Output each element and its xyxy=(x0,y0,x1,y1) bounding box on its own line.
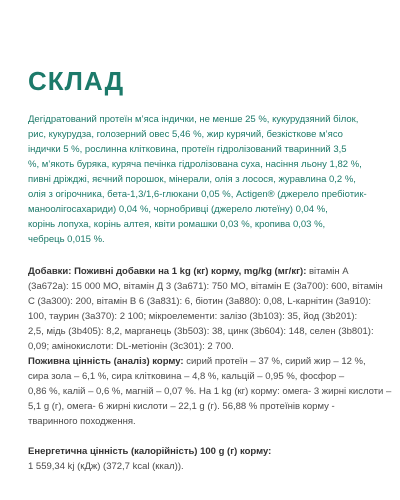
nutrition-heading: Поживна цінність (аналіз) корму: xyxy=(28,356,184,367)
additives-and-nutrition xyxy=(28,264,392,429)
composition-line: чебрець 0,015 %. xyxy=(28,234,105,245)
energy-value xyxy=(28,444,376,474)
composition-line: рис, кукурудза, голозерний овес 5,46 %, жир курячий, безкісткове м’ясо xyxy=(28,129,343,140)
composition-line: корінь лопуха, корінь алтея, квіти ромашки 0,03 %, кропива 0,03 %, xyxy=(28,219,326,230)
additives-first-line xyxy=(28,264,376,279)
composition-line: маноолігосахариди) 0,04 %, чорнобривці (джерело лютеїну) 0,04 %, xyxy=(28,204,328,215)
additives-line: (3а672а): 15 000 МО, вітамін Д 3 (3а671): 750 МО, вітамін Е (3а700): 600, вітамін xyxy=(28,281,383,292)
additives-first-line-text: вітамін А xyxy=(306,266,349,277)
additives-line: С (3а300): 200, вітамін В 6 (3а831): 6, біотин (3а880): 0,08, L-карнітин (3а910): xyxy=(28,296,371,307)
nutrition-line: 0,86 %, калій – 0,6 %, магній – 0,07 %. На 1 kg (кг) корму: омега- 3 жирні кислоти – xyxy=(28,386,392,397)
nutrition-first-line xyxy=(28,354,376,369)
additives-heading: Добавки: Поживні добавки на 1 kg (кг) корму, mg/kg (мг/кг): xyxy=(28,266,307,277)
additives-line: 2,5, мідь (3b405): 8,2, марганець (3b503): 38, цинк (3b604): 148, селен (3b801): xyxy=(28,326,374,337)
composition-line: %, м’якоть буряка, куряча печінка гідролізована суха, насіння льону 1,82 %, xyxy=(28,159,362,170)
nutrition-line: 5,1 g (г), омега- 6 жирні кислоти – 22,1 g (г). 56,88 % протеїнів корму - xyxy=(28,401,335,412)
composition-line: пивні дріжджі, яєчний порошок, мінерали, олія з лосося, журавлина 0,2 %, xyxy=(28,174,356,185)
nutrition-line: сира зола – 6,1 %, сира клітковина – 4,8 %, кальцій – 0,95 %, фосфор – xyxy=(28,371,345,382)
nutrition-line: тваринного походження. xyxy=(28,416,136,427)
composition-line: олія з огірочника, бета-1,3/1,6-глюкани 0,05 %, Actigen® (джерело пребіотик- xyxy=(28,189,367,200)
composition-line: Дегідратований протеїн м’яса індички, не менше 25 %, кукурудзяний білок, xyxy=(28,114,359,125)
nutrition-first-line-text: сирий протеїн – 37 %, сирий жир – 12 %, xyxy=(183,356,366,367)
section-title: СКЛАД xyxy=(28,66,125,96)
composition-line: індички 5 %, рослинна клітковина, протеїн гідролізований тваринний 3,5 xyxy=(28,144,347,155)
additives-line: 100, таурин (3а370): 2 100; мікроелементи: залізо (3b103): 35, йод (3b201): xyxy=(28,311,358,322)
energy-value-text: 1 559,34 kj (кДж) (372,7 kcal (ккал)). xyxy=(28,461,184,472)
energy-heading: Енергетична цінність (калорійність) 100 g (г) корму: xyxy=(28,446,272,457)
composition-text xyxy=(28,112,376,247)
additives-line: 0,09; амінокислоти: DL-метіонін (3c301): 2 700. xyxy=(28,341,234,352)
